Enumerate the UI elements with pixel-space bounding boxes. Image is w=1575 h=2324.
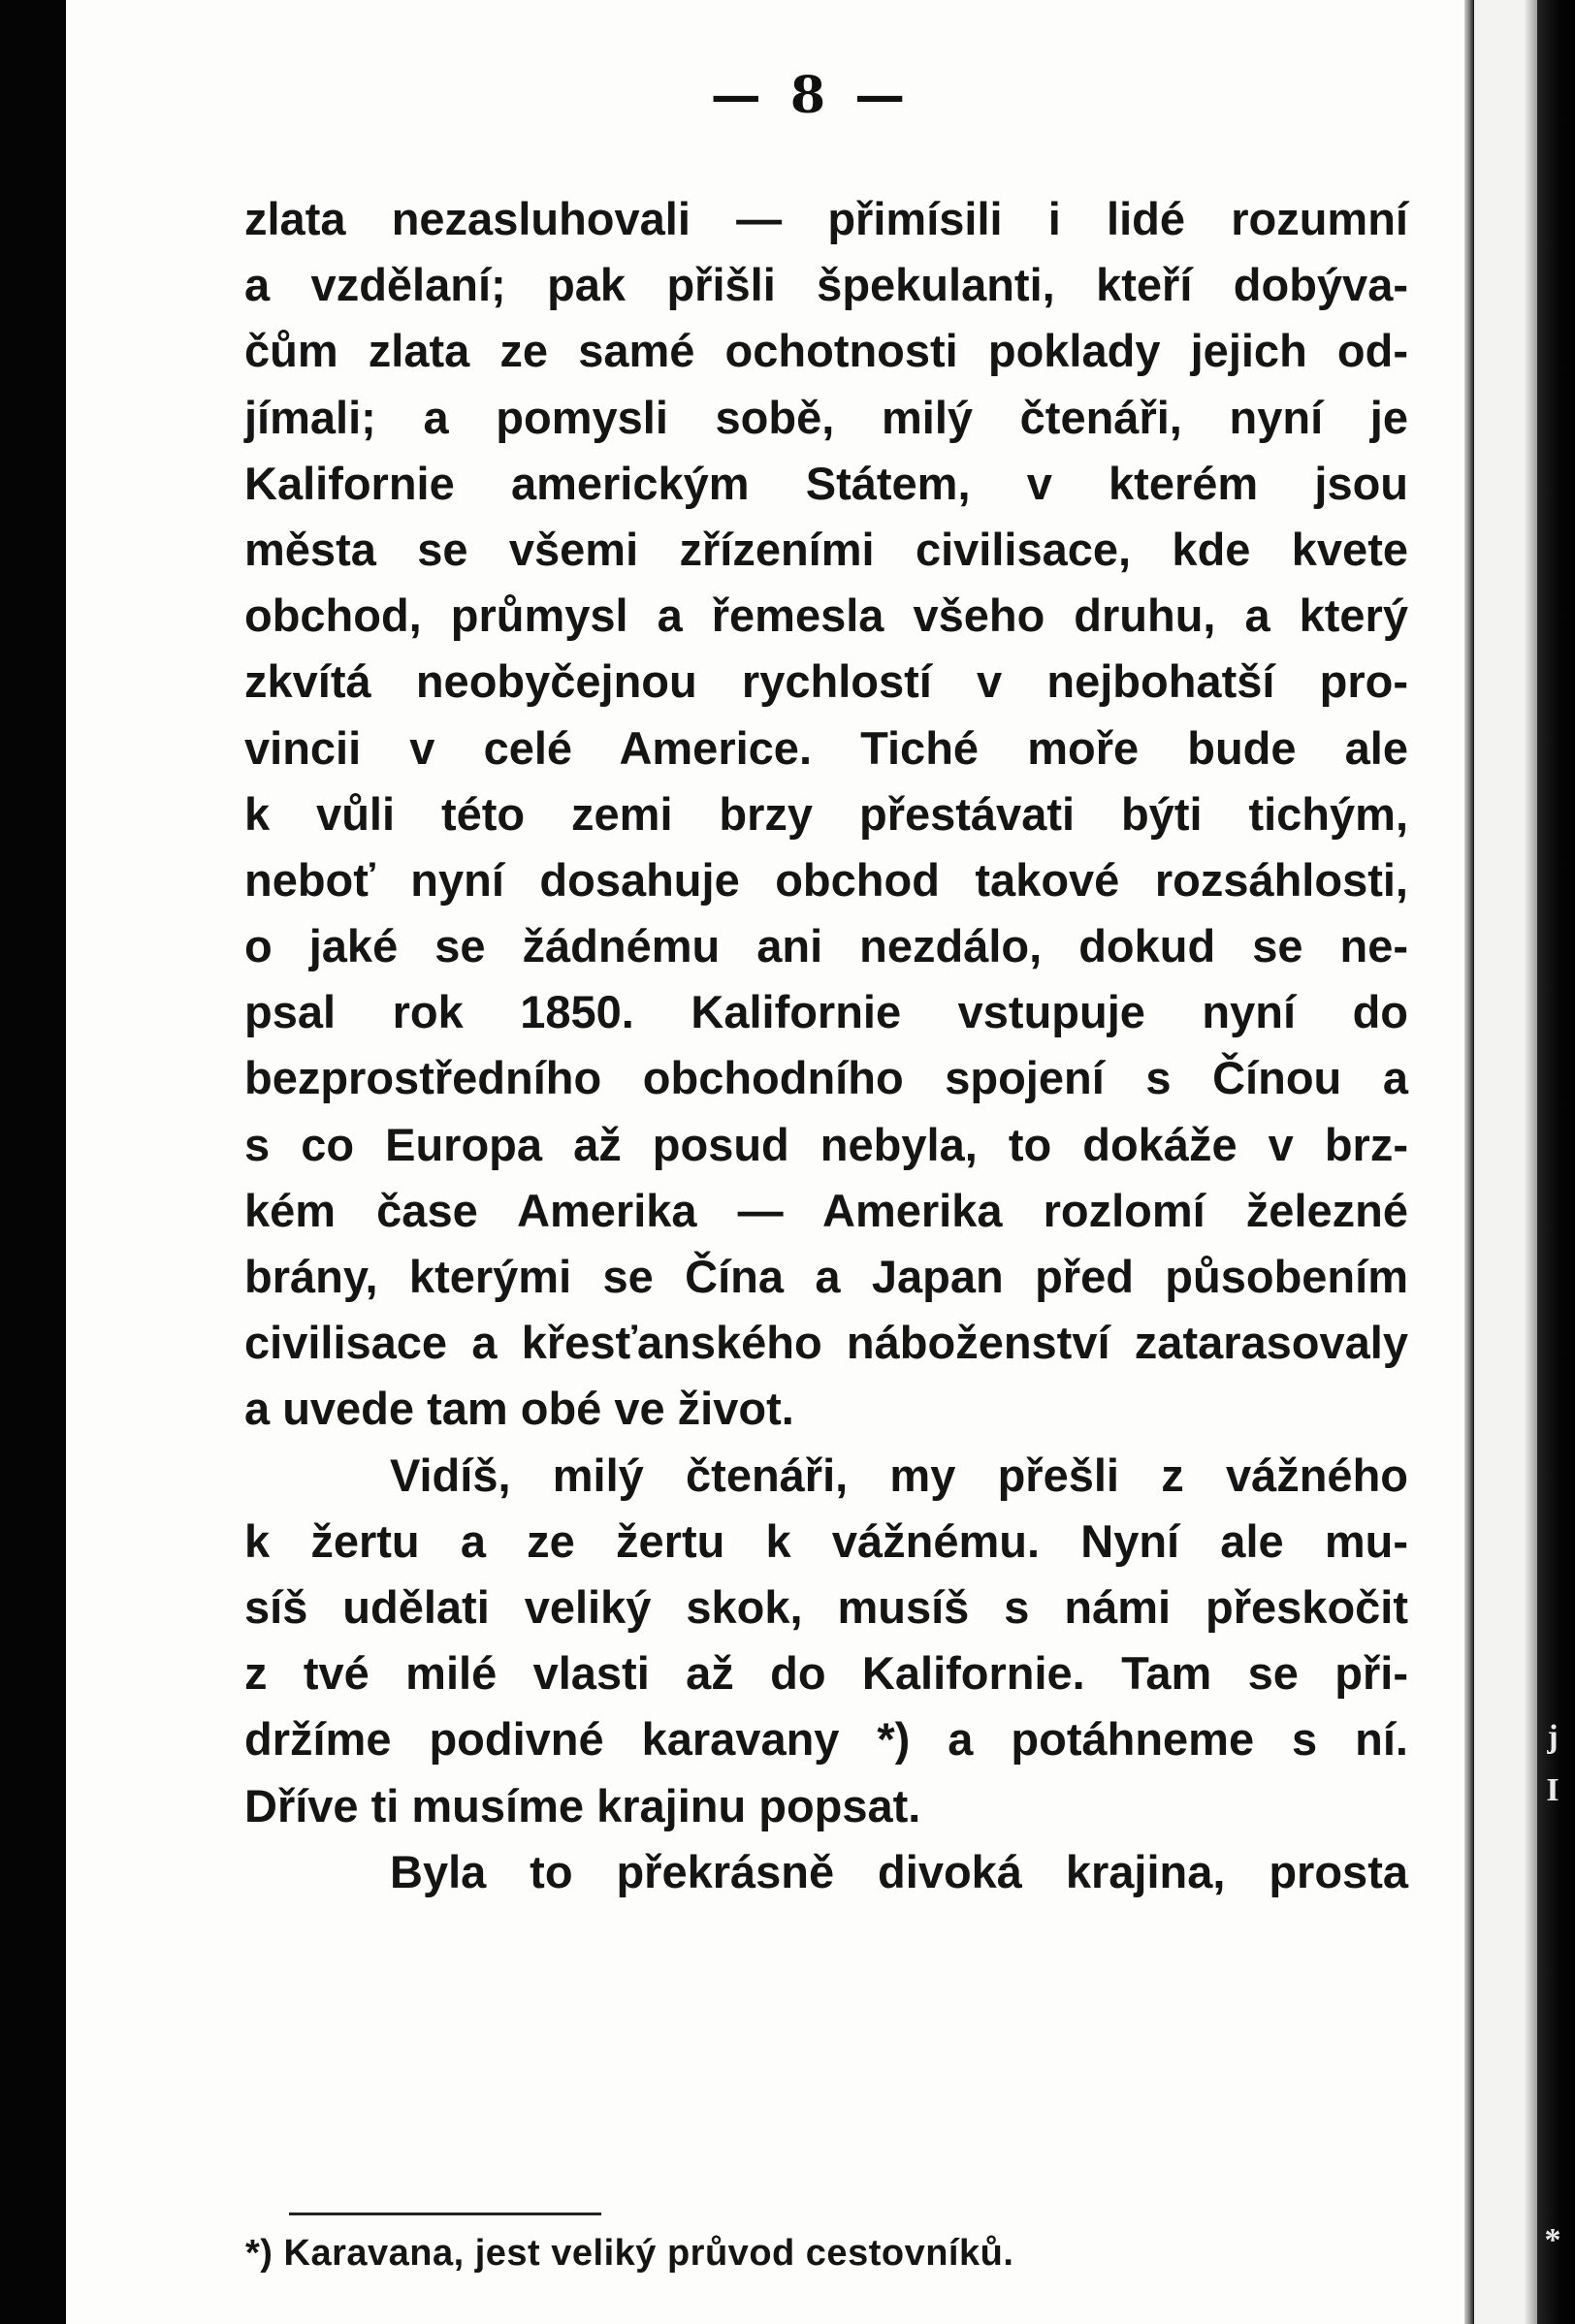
text-line: a vzdělaní; pak přišli špekulanti, kteří dobýva- xyxy=(244,259,1408,311)
text-line: Dříve ti musíme krajinu popsat. xyxy=(244,1779,921,1831)
text-line: psal rok 1850. Kalifornie vstupuje nyní do xyxy=(244,986,1408,1038)
text-line: vincii v celé Americe. Tiché moře bude ale xyxy=(244,721,1408,774)
footnote-separator xyxy=(289,2213,601,2215)
text-line: zkvítá neobyčejnou rychlostí v nejbohatší pro- xyxy=(244,655,1408,708)
text-line: Vidíš, milý čtenáři, my přešli z vážného xyxy=(390,1449,1408,1501)
text-line: Byla to překrásně divoká krajina, prosta xyxy=(390,1845,1408,1897)
text-line: s co Europa až posud nebyla, to dokáže v brz- xyxy=(244,1118,1408,1170)
text-line: jímali; a pomysli sobě, milý čtenáři, nyní je xyxy=(244,391,1408,443)
next-page-edge xyxy=(1537,0,1575,2324)
next-page-letter: j xyxy=(1547,1719,1559,1755)
text-line: obchod, průmysl a řemesla všeho druhu, a který xyxy=(244,589,1408,642)
scan-left-border xyxy=(0,0,66,2324)
text-line: k vůli této zemi brzy přestávati býti tichým, xyxy=(244,787,1408,840)
text-line: města se všemi zřízeními civilisace, kde kvete xyxy=(244,523,1408,575)
text-line: a uvede tam obé ve život. xyxy=(244,1383,794,1435)
text-line: síš udělati veliký skok, musíš s námi přeskočit xyxy=(244,1580,1408,1633)
page-number: — 8 — xyxy=(710,66,912,125)
next-page-letter: * xyxy=(1544,2222,1561,2258)
text-line: držíme podivné karavany *) a potáhneme s ní. xyxy=(244,1713,1408,1766)
text-line: kém čase Amerika — Amerika rozlomí železné xyxy=(244,1184,1408,1236)
next-page-letter: I xyxy=(1546,1772,1559,1808)
text-line: z tvé milé vlasti až do Kalifornie. Tam se při- xyxy=(244,1647,1408,1700)
text-line: bezprostředního obchodního spojení s Čínou a xyxy=(244,1052,1408,1104)
gutter-shadow xyxy=(1464,0,1474,2324)
body-text xyxy=(244,186,1408,1905)
footnote: *) Karavana, jest veliký průvod cestovníků. xyxy=(245,2233,1014,2274)
text-line: čům zlata ze samé ochotnosti poklady jejich od- xyxy=(244,325,1408,377)
text-line: neboť nyní dosahuje obchod takové rozsáhlosti, xyxy=(244,853,1408,906)
text-line: brány, kterými se Čína a Japan před působením xyxy=(244,1251,1408,1302)
text-line: civilisace a křesťanského náboženství zatarasovaly xyxy=(244,1317,1408,1369)
text-line: k žertu a ze žertu k vážnému. Nyní ale mu- xyxy=(244,1514,1408,1567)
text-line: o jaké se žádnému ani nezdálo, dokud se ne- xyxy=(244,920,1408,972)
text-line: Kalifornie americkým Státem, v kterém jsou xyxy=(244,457,1408,509)
text-line: zlata nezasluhovali — přimísili i lidé rozumní xyxy=(244,193,1408,244)
